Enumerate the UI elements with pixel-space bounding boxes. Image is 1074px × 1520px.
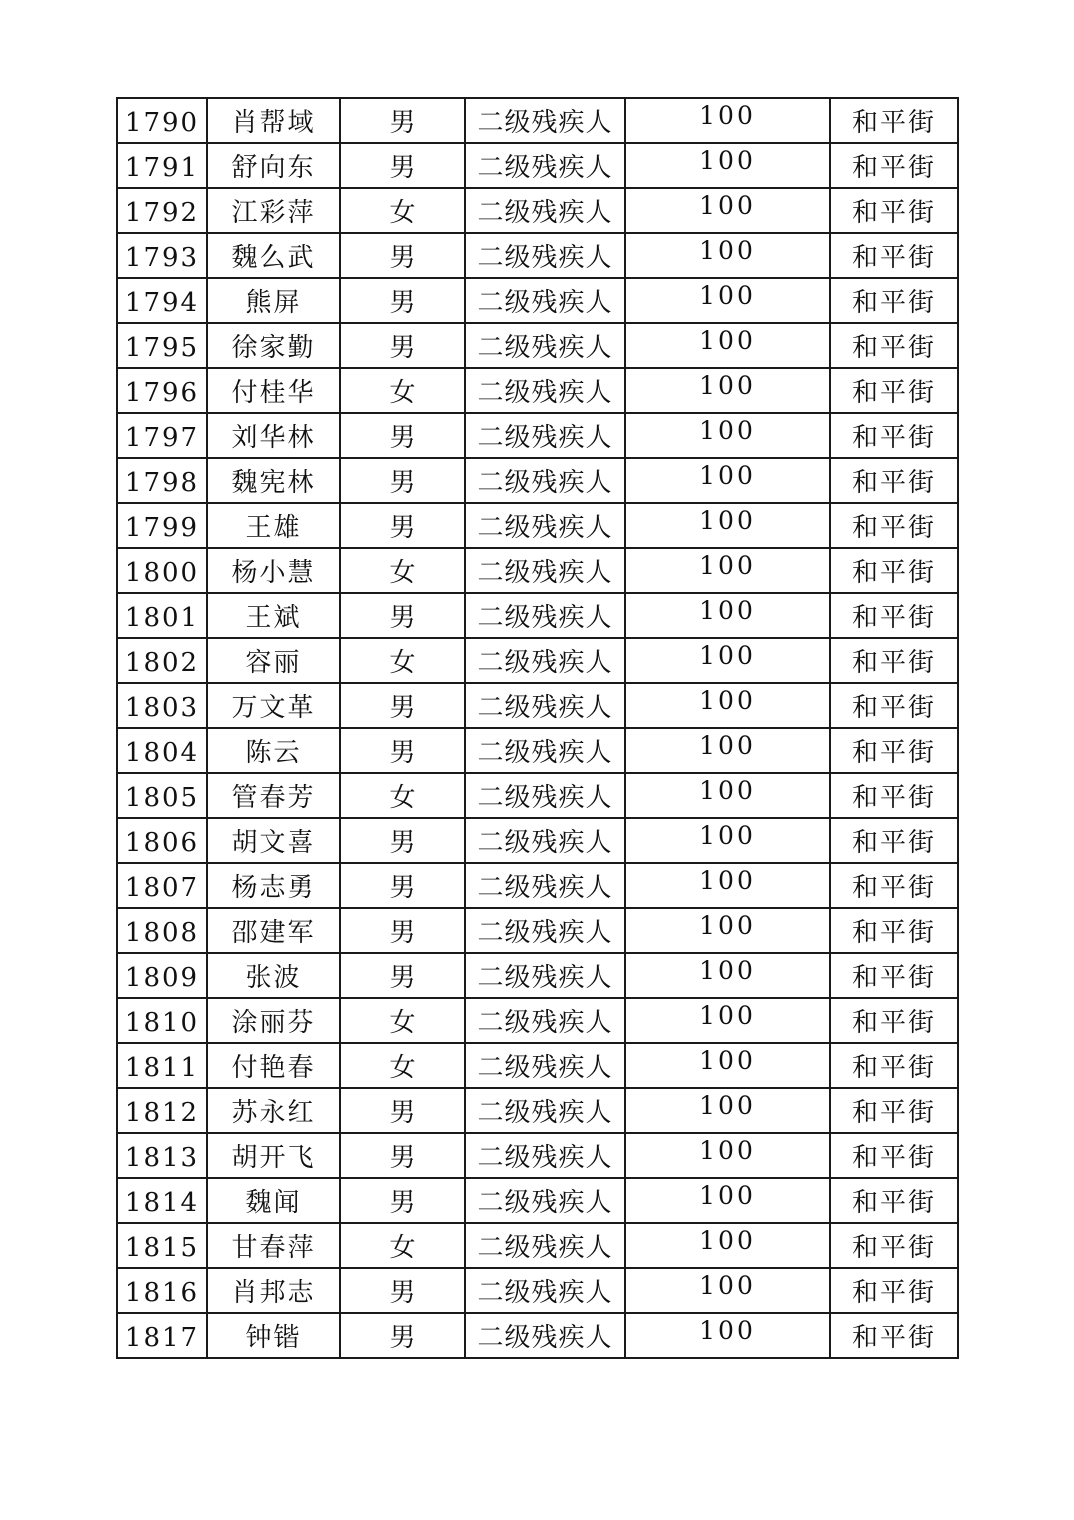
area-cell: 和平街 [830,548,958,593]
area-cell: 和平街 [830,368,958,413]
disability-level-cell: 二级残疾人 [465,683,625,728]
sex-cell: 女 [340,1043,465,1088]
name-cell: 万文革 [207,683,340,728]
row-number-cell: 1798 [117,458,207,503]
disability-level-cell: 二级残疾人 [465,1268,625,1313]
sex-cell: 男 [340,458,465,503]
sex-cell: 男 [340,728,465,773]
amount-cell: 100 [625,548,830,593]
disability-level-cell: 二级残疾人 [465,188,625,233]
name-cell: 涂丽芬 [207,998,340,1043]
name-cell: 管春芳 [207,773,340,818]
disability-level-cell: 二级残疾人 [465,593,625,638]
row-number-cell: 1802 [117,638,207,683]
table-row [117,818,958,863]
sex-cell: 男 [340,143,465,188]
table-row [117,278,958,323]
row-number-cell: 1809 [117,953,207,998]
amount-cell: 100 [625,908,830,953]
amount-cell: 100 [625,638,830,683]
sex-cell: 男 [340,413,465,458]
area-cell: 和平街 [830,998,958,1043]
row-number-cell: 1799 [117,503,207,548]
name-cell: 付艳春 [207,1043,340,1088]
amount-cell: 100 [625,233,830,278]
table-row [117,188,958,233]
row-number-cell: 1817 [117,1313,207,1358]
table-row [117,1133,958,1178]
amount-cell: 100 [625,1178,830,1223]
name-cell: 魏宪林 [207,458,340,503]
sex-cell: 男 [340,323,465,368]
table-row [117,1223,958,1268]
table-row [117,233,958,278]
disability-level-cell: 二级残疾人 [465,1313,625,1358]
row-number-cell: 1801 [117,593,207,638]
amount-cell: 100 [625,503,830,548]
name-cell: 邵建军 [207,908,340,953]
row-number-cell: 1795 [117,323,207,368]
amount-cell: 100 [625,188,830,233]
disability-level-cell: 二级残疾人 [465,908,625,953]
sex-cell: 男 [340,1133,465,1178]
area-cell: 和平街 [830,593,958,638]
amount-cell: 100 [625,683,830,728]
name-cell: 江彩萍 [207,188,340,233]
disability-level-cell: 二级残疾人 [465,458,625,503]
sex-cell: 女 [340,548,465,593]
row-number-cell: 1810 [117,998,207,1043]
row-number-cell: 1796 [117,368,207,413]
sex-cell: 男 [340,593,465,638]
row-number-cell: 1807 [117,863,207,908]
disability-level-cell: 二级残疾人 [465,413,625,458]
disability-level-cell: 二级残疾人 [465,278,625,323]
area-cell: 和平街 [830,233,958,278]
area-cell: 和平街 [830,773,958,818]
amount-cell: 100 [625,773,830,818]
area-cell: 和平街 [830,1133,958,1178]
sex-cell: 女 [340,368,465,413]
sex-cell: 男 [340,863,465,908]
row-number-cell: 1805 [117,773,207,818]
disability-level-cell: 二级残疾人 [465,1178,625,1223]
area-cell: 和平街 [830,188,958,233]
name-cell: 舒向东 [207,143,340,188]
disability-level-cell: 二级残疾人 [465,503,625,548]
sex-cell: 女 [340,638,465,683]
name-cell: 魏么武 [207,233,340,278]
table-row [117,503,958,548]
amount-cell: 100 [625,593,830,638]
row-number-cell: 1811 [117,1043,207,1088]
sex-cell: 男 [340,503,465,548]
disability-level-cell: 二级残疾人 [465,548,625,593]
table-row [117,1313,958,1358]
area-cell: 和平街 [830,953,958,998]
disability-level-cell: 二级残疾人 [465,818,625,863]
sex-cell: 男 [340,683,465,728]
area-cell: 和平街 [830,683,958,728]
name-cell: 熊屏 [207,278,340,323]
table-row [117,998,958,1043]
table-row [117,863,958,908]
disability-level-cell: 二级残疾人 [465,863,625,908]
amount-cell: 100 [625,818,830,863]
name-cell: 容丽 [207,638,340,683]
disability-level-cell: 二级残疾人 [465,143,625,188]
row-number-cell: 1804 [117,728,207,773]
table-row [117,548,958,593]
amount-cell: 100 [625,953,830,998]
sex-cell: 男 [340,1178,465,1223]
area-cell: 和平街 [830,818,958,863]
name-cell: 张波 [207,953,340,998]
row-number-cell: 1806 [117,818,207,863]
disability-level-cell: 二级残疾人 [465,323,625,368]
name-cell: 杨志勇 [207,863,340,908]
row-number-cell: 1797 [117,413,207,458]
name-cell: 王斌 [207,593,340,638]
row-number-cell: 1812 [117,1088,207,1133]
table-row [117,683,958,728]
amount-cell: 100 [625,458,830,503]
amount-cell: 100 [625,998,830,1043]
table-row [117,368,958,413]
amount-cell: 100 [625,863,830,908]
amount-cell: 100 [625,278,830,323]
area-cell: 和平街 [830,458,958,503]
area-cell: 和平街 [830,1313,958,1358]
name-cell: 刘华林 [207,413,340,458]
amount-cell: 100 [625,1268,830,1313]
area-cell: 和平街 [830,98,958,143]
row-number-cell: 1803 [117,683,207,728]
name-cell: 杨小慧 [207,548,340,593]
disability-level-cell: 二级残疾人 [465,773,625,818]
name-cell: 胡开飞 [207,1133,340,1178]
name-cell: 徐家勤 [207,323,340,368]
name-cell: 魏闻 [207,1178,340,1223]
name-cell: 肖帮域 [207,98,340,143]
row-number-cell: 1791 [117,143,207,188]
name-cell: 胡文喜 [207,818,340,863]
area-cell: 和平街 [830,143,958,188]
amount-cell: 100 [625,1133,830,1178]
row-number-cell: 1814 [117,1178,207,1223]
table-row [117,1268,958,1313]
area-cell: 和平街 [830,1268,958,1313]
table-row [117,323,958,368]
amount-cell: 100 [625,98,830,143]
row-number-cell: 1808 [117,908,207,953]
disability-level-cell: 二级残疾人 [465,233,625,278]
row-number-cell: 1790 [117,98,207,143]
area-cell: 和平街 [830,503,958,548]
table-row [117,143,958,188]
table-row [117,1043,958,1088]
roster-table-body [117,98,958,1358]
amount-cell: 100 [625,368,830,413]
row-number-cell: 1800 [117,548,207,593]
area-cell: 和平街 [830,908,958,953]
table-row [117,593,958,638]
name-cell: 付桂华 [207,368,340,413]
name-cell: 陈云 [207,728,340,773]
disability-level-cell: 二级残疾人 [465,1223,625,1268]
amount-cell: 100 [625,413,830,458]
disability-level-cell: 二级残疾人 [465,1043,625,1088]
area-cell: 和平街 [830,413,958,458]
sex-cell: 男 [340,908,465,953]
name-cell: 王雄 [207,503,340,548]
row-number-cell: 1794 [117,278,207,323]
table-row [117,638,958,683]
row-number-cell: 1816 [117,1268,207,1313]
table-row [117,953,958,998]
name-cell: 肖邦志 [207,1268,340,1313]
sex-cell: 女 [340,188,465,233]
sex-cell: 男 [340,1313,465,1358]
area-cell: 和平街 [830,1178,958,1223]
area-cell: 和平街 [830,1088,958,1133]
amount-cell: 100 [625,1313,830,1358]
row-number-cell: 1815 [117,1223,207,1268]
sex-cell: 男 [340,98,465,143]
sex-cell: 男 [340,953,465,998]
sex-cell: 男 [340,233,465,278]
row-number-cell: 1813 [117,1133,207,1178]
area-cell: 和平街 [830,278,958,323]
disability-level-cell: 二级残疾人 [465,638,625,683]
sex-cell: 男 [340,1088,465,1133]
sex-cell: 女 [340,1223,465,1268]
area-cell: 和平街 [830,863,958,908]
table-row [117,773,958,818]
table-row [117,1088,958,1133]
sex-cell: 女 [340,998,465,1043]
disability-level-cell: 二级残疾人 [465,998,625,1043]
table-row [117,1178,958,1223]
amount-cell: 100 [625,323,830,368]
table-row [117,728,958,773]
table-row [117,908,958,953]
area-cell: 和平街 [830,323,958,368]
name-cell: 苏永红 [207,1088,340,1133]
disability-level-cell: 二级残疾人 [465,98,625,143]
sex-cell: 女 [340,773,465,818]
row-number-cell: 1793 [117,233,207,278]
name-cell: 钟锴 [207,1313,340,1358]
amount-cell: 100 [625,1043,830,1088]
disability-level-cell: 二级残疾人 [465,1133,625,1178]
area-cell: 和平街 [830,638,958,683]
amount-cell: 100 [625,1088,830,1133]
sex-cell: 男 [340,1268,465,1313]
disability-level-cell: 二级残疾人 [465,953,625,998]
sex-cell: 男 [340,818,465,863]
disability-level-cell: 二级残疾人 [465,368,625,413]
amount-cell: 100 [625,728,830,773]
disability-level-cell: 二级残疾人 [465,1088,625,1133]
disability-level-cell: 二级残疾人 [465,728,625,773]
amount-cell: 100 [625,1223,830,1268]
roster-table [116,97,959,1359]
area-cell: 和平街 [830,728,958,773]
name-cell: 甘春萍 [207,1223,340,1268]
table-row [117,458,958,503]
amount-cell: 100 [625,143,830,188]
area-cell: 和平街 [830,1043,958,1088]
area-cell: 和平街 [830,1223,958,1268]
row-number-cell: 1792 [117,188,207,233]
sex-cell: 男 [340,278,465,323]
table-row [117,98,958,143]
table-row [117,413,958,458]
